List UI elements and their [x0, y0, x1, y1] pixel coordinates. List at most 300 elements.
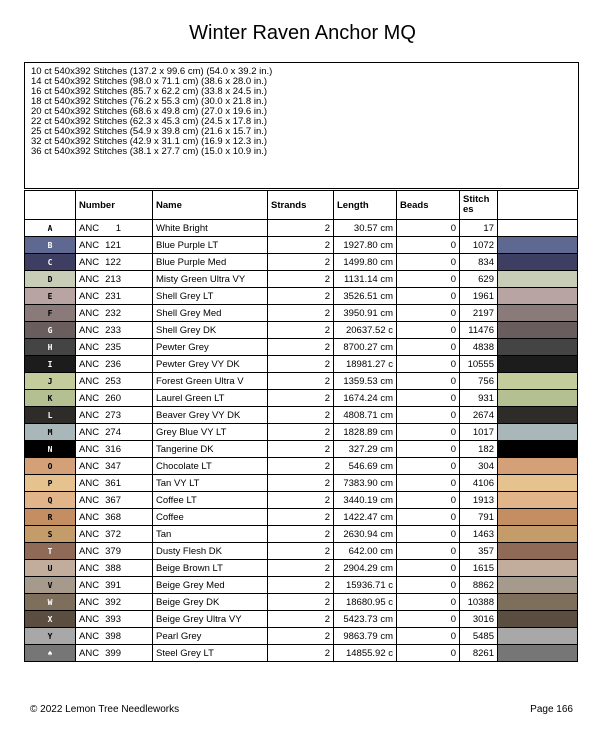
number-cell [76, 475, 153, 492]
table-row [25, 271, 578, 288]
name-cell: Shell Grey LT [153, 288, 268, 305]
length-cell: 2630.94 cm [334, 526, 397, 543]
length-cell: 20637.52 c [334, 322, 397, 339]
symbol-cell: G [25, 322, 76, 339]
color-swatch [498, 492, 578, 509]
name-cell: Pewter Grey [153, 339, 268, 356]
length-cell: 4808.71 cm [334, 407, 397, 424]
symbol-cell: X [25, 611, 76, 628]
brand-label: ANC [79, 375, 100, 387]
table-row [25, 305, 578, 322]
name-cell: Beige Grey Med [153, 577, 268, 594]
beads-cell: 0 [397, 271, 460, 288]
stitches-cell: 5485 [460, 628, 498, 645]
name-cell: Tangerine DK [153, 441, 268, 458]
stitches-cell: 629 [460, 271, 498, 288]
strands-cell: 2 [268, 577, 334, 594]
thread-number: 388 [105, 562, 121, 574]
color-swatch [498, 407, 578, 424]
table-row [25, 628, 578, 645]
thread-number: 232 [105, 307, 121, 319]
table-row [25, 390, 578, 407]
thread-number: 379 [105, 545, 121, 557]
name-cell: Beaver Grey VY DK [153, 407, 268, 424]
thread-number: 368 [105, 511, 121, 523]
table-row [25, 526, 578, 543]
length-cell: 1131.14 cm [334, 271, 397, 288]
name-cell: White Bright [153, 220, 268, 237]
length-cell: 30.57 cm [334, 220, 397, 237]
length-cell: 5423.73 cm [334, 611, 397, 628]
table-row [25, 560, 578, 577]
stitches-cell: 304 [460, 458, 498, 475]
brand-label: ANC [79, 409, 100, 421]
name-cell: Coffee LT [153, 492, 268, 509]
thread-number: 367 [105, 494, 121, 506]
brand-label: ANC [79, 545, 100, 557]
header-symbol [25, 191, 76, 220]
name-cell: Tan VY LT [153, 475, 268, 492]
symbol-cell: T [25, 543, 76, 560]
beads-cell: 0 [397, 237, 460, 254]
stitches-cell: 791 [460, 509, 498, 526]
thread-number: 1 [115, 222, 121, 234]
number-cell [76, 628, 153, 645]
name-cell: Coffee [153, 509, 268, 526]
number-cell [76, 543, 153, 560]
table-row [25, 475, 578, 492]
page-title: Winter Raven Anchor MQ [189, 22, 416, 44]
table-row [25, 288, 578, 305]
stitches-cell: 11476 [460, 322, 498, 339]
beads-cell: 0 [397, 560, 460, 577]
thread-number: 372 [105, 528, 121, 540]
brand-label: ANC [79, 256, 100, 268]
symbol-cell: C [25, 254, 76, 271]
stitches-cell: 1615 [460, 560, 498, 577]
number-cell [76, 220, 153, 237]
strands-cell: 2 [268, 441, 334, 458]
stitches-cell: 931 [460, 390, 498, 407]
thread-number: 393 [105, 613, 121, 625]
beads-cell: 0 [397, 339, 460, 356]
table-row [25, 254, 578, 271]
name-cell: Beige Grey Ultra VY [153, 611, 268, 628]
length-cell: 3950.91 cm [334, 305, 397, 322]
stitches-cell: 357 [460, 543, 498, 560]
strands-cell: 2 [268, 628, 334, 645]
name-cell: Beige Brown LT [153, 560, 268, 577]
stitches-cell: 4106 [460, 475, 498, 492]
table-row [25, 509, 578, 526]
length-cell: 327.29 cm [334, 441, 397, 458]
number-cell [76, 645, 153, 662]
size-line: 16 ct 540x392 Stitches (85.7 x 62.2 cm) (33.8 x 24.5 in.) [31, 86, 268, 97]
brand-label: ANC [79, 613, 100, 625]
number-cell [76, 322, 153, 339]
color-swatch [498, 577, 578, 594]
symbol-cell: F [25, 305, 76, 322]
name-cell: Blue Purple LT [153, 237, 268, 254]
color-swatch [498, 220, 578, 237]
stitches-cell: 182 [460, 441, 498, 458]
brand-label: ANC [79, 307, 100, 319]
beads-cell: 0 [397, 441, 460, 458]
beads-cell: 0 [397, 254, 460, 271]
strands-cell: 2 [268, 492, 334, 509]
beads-cell: 0 [397, 645, 460, 662]
beads-cell: 0 [397, 509, 460, 526]
length-cell: 642.00 cm [334, 543, 397, 560]
brand-label: ANC [79, 511, 100, 523]
color-swatch [498, 390, 578, 407]
name-cell: Pearl Grey [153, 628, 268, 645]
brand-label: ANC [79, 358, 100, 370]
stitches-cell: 8862 [460, 577, 498, 594]
strands-cell: 2 [268, 458, 334, 475]
strands-cell: 2 [268, 271, 334, 288]
thread-number: 391 [105, 579, 121, 591]
name-cell: Shell Grey Med [153, 305, 268, 322]
strands-cell: 2 [268, 645, 334, 662]
symbol-cell: U [25, 560, 76, 577]
name-cell: Tan [153, 526, 268, 543]
length-cell: 3526.51 cm [334, 288, 397, 305]
number-cell [76, 424, 153, 441]
strands-cell: 2 [268, 594, 334, 611]
stitches-cell: 2197 [460, 305, 498, 322]
thread-number: 273 [105, 409, 121, 421]
beads-cell: 0 [397, 373, 460, 390]
header-stitches: Stitch es [460, 191, 498, 220]
beads-cell: 0 [397, 458, 460, 475]
strands-cell: 2 [268, 305, 334, 322]
table-row [25, 237, 578, 254]
name-cell: Blue Purple Med [153, 254, 268, 271]
beads-cell: 0 [397, 356, 460, 373]
stitches-cell: 1017 [460, 424, 498, 441]
number-cell [76, 339, 153, 356]
strands-cell: 2 [268, 475, 334, 492]
beads-cell: 0 [397, 322, 460, 339]
table-row [25, 220, 578, 237]
thread-number: 231 [105, 290, 121, 302]
header-name: Name [153, 191, 268, 220]
table-row [25, 441, 578, 458]
number-cell [76, 509, 153, 526]
length-cell: 18981.27 c [334, 356, 397, 373]
strands-cell: 2 [268, 407, 334, 424]
thread-number: 392 [105, 596, 121, 608]
stitches-cell: 1913 [460, 492, 498, 509]
number-cell [76, 560, 153, 577]
color-swatch [498, 237, 578, 254]
symbol-cell: K [25, 390, 76, 407]
color-swatch [498, 526, 578, 543]
brand-label: ANC [79, 443, 100, 455]
beads-cell: 0 [397, 492, 460, 509]
strands-cell: 2 [268, 339, 334, 356]
color-swatch [498, 645, 578, 662]
strands-cell: 2 [268, 560, 334, 577]
beads-cell: 0 [397, 305, 460, 322]
color-swatch [498, 594, 578, 611]
number-cell [76, 492, 153, 509]
symbol-cell: W [25, 594, 76, 611]
strands-cell: 2 [268, 373, 334, 390]
stitches-cell: 1961 [460, 288, 498, 305]
thread-number: 260 [105, 392, 121, 404]
strands-cell: 2 [268, 322, 334, 339]
stitches-cell: 1072 [460, 237, 498, 254]
name-cell: Misty Green Ultra VY [153, 271, 268, 288]
stitches-cell: 4838 [460, 339, 498, 356]
color-swatch [498, 611, 578, 628]
color-swatch [498, 458, 578, 475]
stitch-size-list [24, 62, 579, 189]
table-row [25, 339, 578, 356]
symbol-cell: J [25, 373, 76, 390]
symbol-cell: M [25, 424, 76, 441]
symbol-cell: I [25, 356, 76, 373]
header-beads: Beads [397, 191, 460, 220]
header-color [498, 191, 578, 220]
thread-number: 233 [105, 324, 121, 336]
thread-table [24, 190, 578, 662]
stitches-cell: 1463 [460, 526, 498, 543]
size-line: 32 ct 540x392 Stitches (42.9 x 31.1 cm) (16.9 x 12.3 in.) [31, 136, 268, 147]
strands-cell: 2 [268, 611, 334, 628]
number-cell [76, 390, 153, 407]
thread-number: 121 [105, 239, 121, 251]
symbol-cell: S [25, 526, 76, 543]
stitches-cell: 8261 [460, 645, 498, 662]
strands-cell: 2 [268, 424, 334, 441]
number-cell [76, 611, 153, 628]
number-cell [76, 407, 153, 424]
color-swatch [498, 373, 578, 390]
brand-label: ANC [79, 222, 100, 234]
color-swatch [498, 543, 578, 560]
length-cell: 8700.27 cm [334, 339, 397, 356]
stitches-cell: 10555 [460, 356, 498, 373]
table-row [25, 356, 578, 373]
color-swatch [498, 339, 578, 356]
strands-cell: 2 [268, 390, 334, 407]
header-number: Number [76, 191, 153, 220]
symbol-cell: B [25, 237, 76, 254]
beads-cell: 0 [397, 628, 460, 645]
beads-cell: 0 [397, 390, 460, 407]
beads-cell: 0 [397, 220, 460, 237]
brand-label: ANC [79, 494, 100, 506]
name-cell: Dusty Flesh DK [153, 543, 268, 560]
thread-number: 399 [105, 647, 121, 659]
size-line: 14 ct 540x392 Stitches (98.0 x 71.1 cm) (38.6 x 28.0 in.) [31, 76, 268, 87]
color-swatch [498, 509, 578, 526]
length-cell: 546.69 cm [334, 458, 397, 475]
table-row [25, 594, 578, 611]
symbol-cell: A [25, 220, 76, 237]
brand-label: ANC [79, 579, 100, 591]
length-cell: 1422.47 cm [334, 509, 397, 526]
length-cell: 1359.53 cm [334, 373, 397, 390]
symbol-cell: Y [25, 628, 76, 645]
size-line: 20 ct 540x392 Stitches (68.6 x 49.8 cm) (27.0 x 19.6 in.) [31, 106, 268, 117]
color-swatch [498, 356, 578, 373]
beads-cell: 0 [397, 288, 460, 305]
number-cell [76, 594, 153, 611]
thread-number: 361 [105, 477, 121, 489]
strands-cell: 2 [268, 509, 334, 526]
table-row [25, 424, 578, 441]
brand-label: ANC [79, 647, 100, 659]
brand-label: ANC [79, 239, 100, 251]
length-cell: 14855.92 c [334, 645, 397, 662]
length-cell: 1499.80 cm [334, 254, 397, 271]
stitches-cell: 834 [460, 254, 498, 271]
name-cell: Shell Grey DK [153, 322, 268, 339]
number-cell [76, 271, 153, 288]
thread-number: 316 [105, 443, 121, 455]
page-number: Page 166 [530, 704, 573, 715]
stitches-cell: 2674 [460, 407, 498, 424]
brand-label: ANC [79, 392, 100, 404]
thread-number: 347 [105, 460, 121, 472]
beads-cell: 0 [397, 577, 460, 594]
table-row [25, 543, 578, 560]
thread-number: 213 [105, 273, 121, 285]
length-cell: 15936.71 c [334, 577, 397, 594]
brand-label: ANC [79, 562, 100, 574]
size-line: 10 ct 540x392 Stitches (137.2 x 99.6 cm) (54.0 x 39.2 in.) [31, 66, 273, 77]
symbol-cell: L [25, 407, 76, 424]
thread-number: 253 [105, 375, 121, 387]
name-cell: Beige Grey DK [153, 594, 268, 611]
table-row [25, 645, 578, 662]
symbol-cell: ♠ [25, 645, 76, 662]
strands-cell: 2 [268, 288, 334, 305]
number-cell [76, 458, 153, 475]
symbol-cell: H [25, 339, 76, 356]
number-cell [76, 373, 153, 390]
length-cell: 7383.90 cm [334, 475, 397, 492]
beads-cell: 0 [397, 407, 460, 424]
number-cell [76, 288, 153, 305]
beads-cell: 0 [397, 543, 460, 560]
brand-label: ANC [79, 341, 100, 353]
brand-label: ANC [79, 596, 100, 608]
stitches-cell: 17 [460, 220, 498, 237]
brand-label: ANC [79, 477, 100, 489]
strands-cell: 2 [268, 237, 334, 254]
name-cell: Steel Grey LT [153, 645, 268, 662]
size-line: 25 ct 540x392 Stitches (54.9 x 39.8 cm) (21.6 x 15.7 in.) [31, 126, 268, 137]
color-swatch [498, 322, 578, 339]
strands-cell: 2 [268, 220, 334, 237]
beads-cell: 0 [397, 475, 460, 492]
symbol-cell: Q [25, 492, 76, 509]
color-swatch [498, 424, 578, 441]
strands-cell: 2 [268, 356, 334, 373]
number-cell [76, 254, 153, 271]
length-cell: 2904.29 cm [334, 560, 397, 577]
length-cell: 1828.89 cm [334, 424, 397, 441]
strands-cell: 2 [268, 526, 334, 543]
number-cell [76, 356, 153, 373]
color-swatch [498, 305, 578, 322]
brand-label: ANC [79, 426, 100, 438]
name-cell: Pewter Grey VY DK [153, 356, 268, 373]
table-row [25, 577, 578, 594]
copyright: © 2022 Lemon Tree Needleworks [30, 704, 180, 715]
symbol-cell: V [25, 577, 76, 594]
symbol-cell: E [25, 288, 76, 305]
table-row [25, 611, 578, 628]
color-swatch [498, 441, 578, 458]
name-cell: Laurel Green LT [153, 390, 268, 407]
strands-cell: 2 [268, 543, 334, 560]
symbol-cell: D [25, 271, 76, 288]
number-cell [76, 577, 153, 594]
length-cell: 3440.19 cm [334, 492, 397, 509]
length-cell: 1674.24 cm [334, 390, 397, 407]
thread-number: 236 [105, 358, 121, 370]
brand-label: ANC [79, 630, 100, 642]
table-row [25, 492, 578, 509]
brand-label: ANC [79, 324, 100, 336]
number-cell [76, 441, 153, 458]
symbol-cell: R [25, 509, 76, 526]
strands-cell: 2 [268, 254, 334, 271]
beads-cell: 0 [397, 526, 460, 543]
beads-cell: 0 [397, 594, 460, 611]
size-line: 18 ct 540x392 Stitches (76.2 x 55.3 cm) (30.0 x 21.8 in.) [31, 96, 268, 107]
number-cell [76, 237, 153, 254]
length-cell: 1927.80 cm [334, 237, 397, 254]
length-cell: 18680.95 c [334, 594, 397, 611]
size-line: 22 ct 540x392 Stitches (62.3 x 45.3 cm) (24.5 x 17.8 in.) [31, 116, 268, 127]
table-row [25, 373, 578, 390]
color-swatch [498, 475, 578, 492]
beads-cell: 0 [397, 611, 460, 628]
header-strands: Strands [268, 191, 334, 220]
table-row [25, 407, 578, 424]
table-row [25, 458, 578, 475]
thread-number: 235 [105, 341, 121, 353]
size-line: 36 ct 540x392 Stitches (38.1 x 27.7 cm) (15.0 x 10.9 in.) [31, 146, 268, 157]
number-cell [76, 526, 153, 543]
stitches-cell: 10388 [460, 594, 498, 611]
thread-number: 274 [105, 426, 121, 438]
name-cell: Chocolate LT [153, 458, 268, 475]
brand-label: ANC [79, 273, 100, 285]
table-header-row [25, 191, 578, 220]
color-swatch [498, 288, 578, 305]
number-cell [76, 305, 153, 322]
stitches-cell: 756 [460, 373, 498, 390]
symbol-cell: N [25, 441, 76, 458]
table-row [25, 322, 578, 339]
thread-number: 122 [105, 256, 121, 268]
symbol-cell: O [25, 458, 76, 475]
brand-label: ANC [79, 528, 100, 540]
brand-label: ANC [79, 460, 100, 472]
name-cell: Forest Green Ultra V [153, 373, 268, 390]
header-length: Length [334, 191, 397, 220]
stitches-cell: 3016 [460, 611, 498, 628]
color-swatch [498, 560, 578, 577]
